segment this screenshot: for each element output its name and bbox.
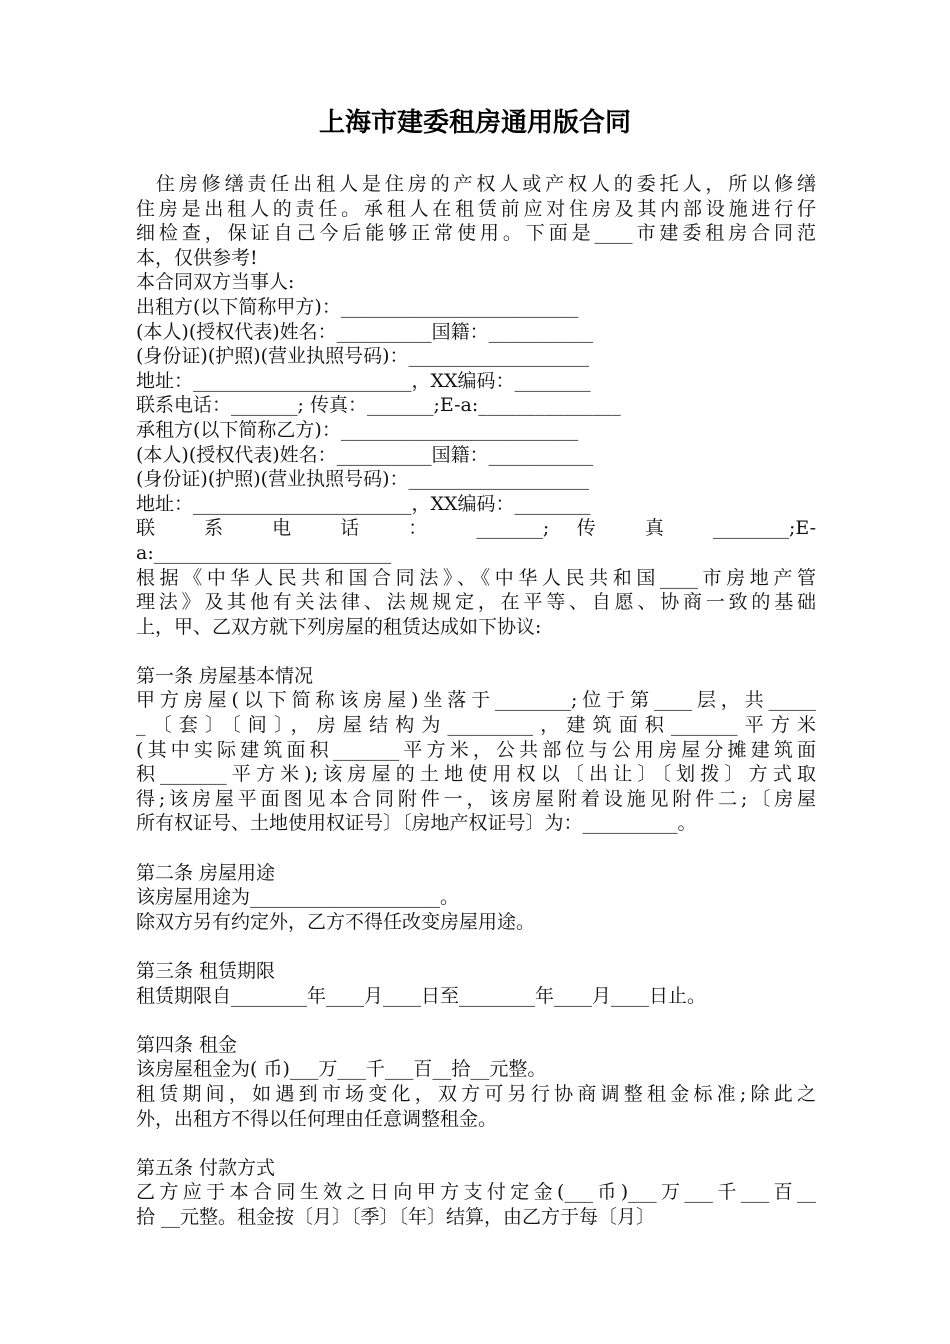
paragraph-gap <box>136 1131 816 1156</box>
basis-line: 根据《中华人民共和国合同法》、《中华人民共和国____市房地产管 <box>136 566 816 589</box>
article-line: 该房屋租金为( 币)___万___千___百__拾__元整。 <box>136 1058 547 1081</box>
article-heading: 第五条 付款方式 <box>136 1156 276 1179</box>
intro-line: 住房是出租人的责任。承租人在租赁前应对住房及其内部设施进行仔 <box>136 197 816 220</box>
parties-line: 承租方(以下简称乙方)：_________________________ <box>136 418 579 441</box>
parties-line: 出租方(以下简称甲方)：_________________________ <box>136 295 579 318</box>
article-line: (其中实际建筑面积_______平方米，公共部位与公用房屋分摊建筑面 <box>136 738 816 761</box>
article-heading: 第二条 房屋用途 <box>136 861 276 884</box>
intro-line: 本，仅供参考! <box>136 246 258 269</box>
basis-line: 上，甲、乙双方就下列房屋的租赁达成如下协议: <box>136 615 542 638</box>
document-title: 上海市建委租房通用版合同 <box>318 108 631 138</box>
article-line: _〔套〕〔间〕，房屋结构为_________，建筑面积_______平方米 <box>136 714 816 737</box>
intro-line: 住房修缮责任出租人是住房的产权人或产权人的委托人，所以修缮 <box>136 173 816 195</box>
article-line: 乙方应于本合同生效之日向甲方支付定金(___币)___万___千___百__ <box>136 1181 816 1204</box>
party-b-email-line: a:_________________________ <box>136 541 392 564</box>
parties-line: 地址：_______________________，XX编码：________ <box>136 369 591 392</box>
article-line: 外，出租方不得以任何理由任意调整租金。 <box>136 1107 498 1130</box>
parties-line: (本人)(授权代表)姓名：__________国籍：___________ <box>136 320 594 343</box>
article-line: 积_______平方米);该房屋的土地使用权以〔出让〕〔划拨〕方式取 <box>136 763 816 786</box>
article-heading: 第一条 房屋基本情况 <box>136 664 314 687</box>
paragraph-gap <box>136 1008 816 1033</box>
intro-line: 细检查，保证自己今后能够正常使用。下面是____市建委租房合同范 <box>136 222 816 245</box>
parties-line: 本合同双方当事人: <box>136 271 295 294</box>
article-line: 拾 __元整。租金按〔月〕〔季〕〔年〕结算，由乙方于每〔月〕 <box>136 1205 656 1228</box>
basis-line: 理法》及其他有关法律、法规规定，在平等、自愿、协商一致的基础 <box>136 591 816 614</box>
parties-line: (身份证)(护照)(营业执照号码)：___________________ <box>136 345 589 368</box>
article-heading: 第三条 租赁期限 <box>136 960 276 982</box>
parties-line: 联系电话：_______; 传真：_______;E-a:_______________ <box>136 394 621 417</box>
parties-line: (本人)(授权代表)姓名：__________国籍：___________ <box>136 443 594 466</box>
article-heading: 第四条 租金 <box>136 1033 238 1056</box>
article-line: 除双方另有约定外，乙方不得任改变房屋用途。 <box>136 910 536 933</box>
article-line: 所有权证号、土地使用权证号〕〔房地产权证号〕为：__________。 <box>136 812 697 835</box>
document-body <box>136 172 816 1230</box>
party-b-contact-line: 联 系 电 话 ： _______; 传 真 ________;E- <box>136 517 816 540</box>
article-line: 得;该房屋平面图见本合同附件一，该房屋附着设施见附件二;〔房屋 <box>136 787 816 810</box>
paragraph-gap <box>136 836 816 861</box>
article-line: 租赁期限自________年____月____日至________年____月____日止。 <box>136 984 707 1007</box>
paragraph-gap <box>136 639 816 664</box>
article-line: 租赁期间，如遇到市场变化，双方可另行协商调整租金标准;除此之 <box>136 1082 816 1105</box>
article-line: 甲方房屋(以下简称该房屋)坐落于________;位于第____层，共_____ <box>136 689 816 712</box>
article-line: 该房屋用途为____________________。 <box>136 886 460 909</box>
parties-line: 地址：_______________________，XX编码：________ <box>136 492 591 515</box>
paragraph-gap <box>136 934 816 959</box>
parties-line: (身份证)(护照)(营业执照号码)：___________________ <box>136 468 589 491</box>
